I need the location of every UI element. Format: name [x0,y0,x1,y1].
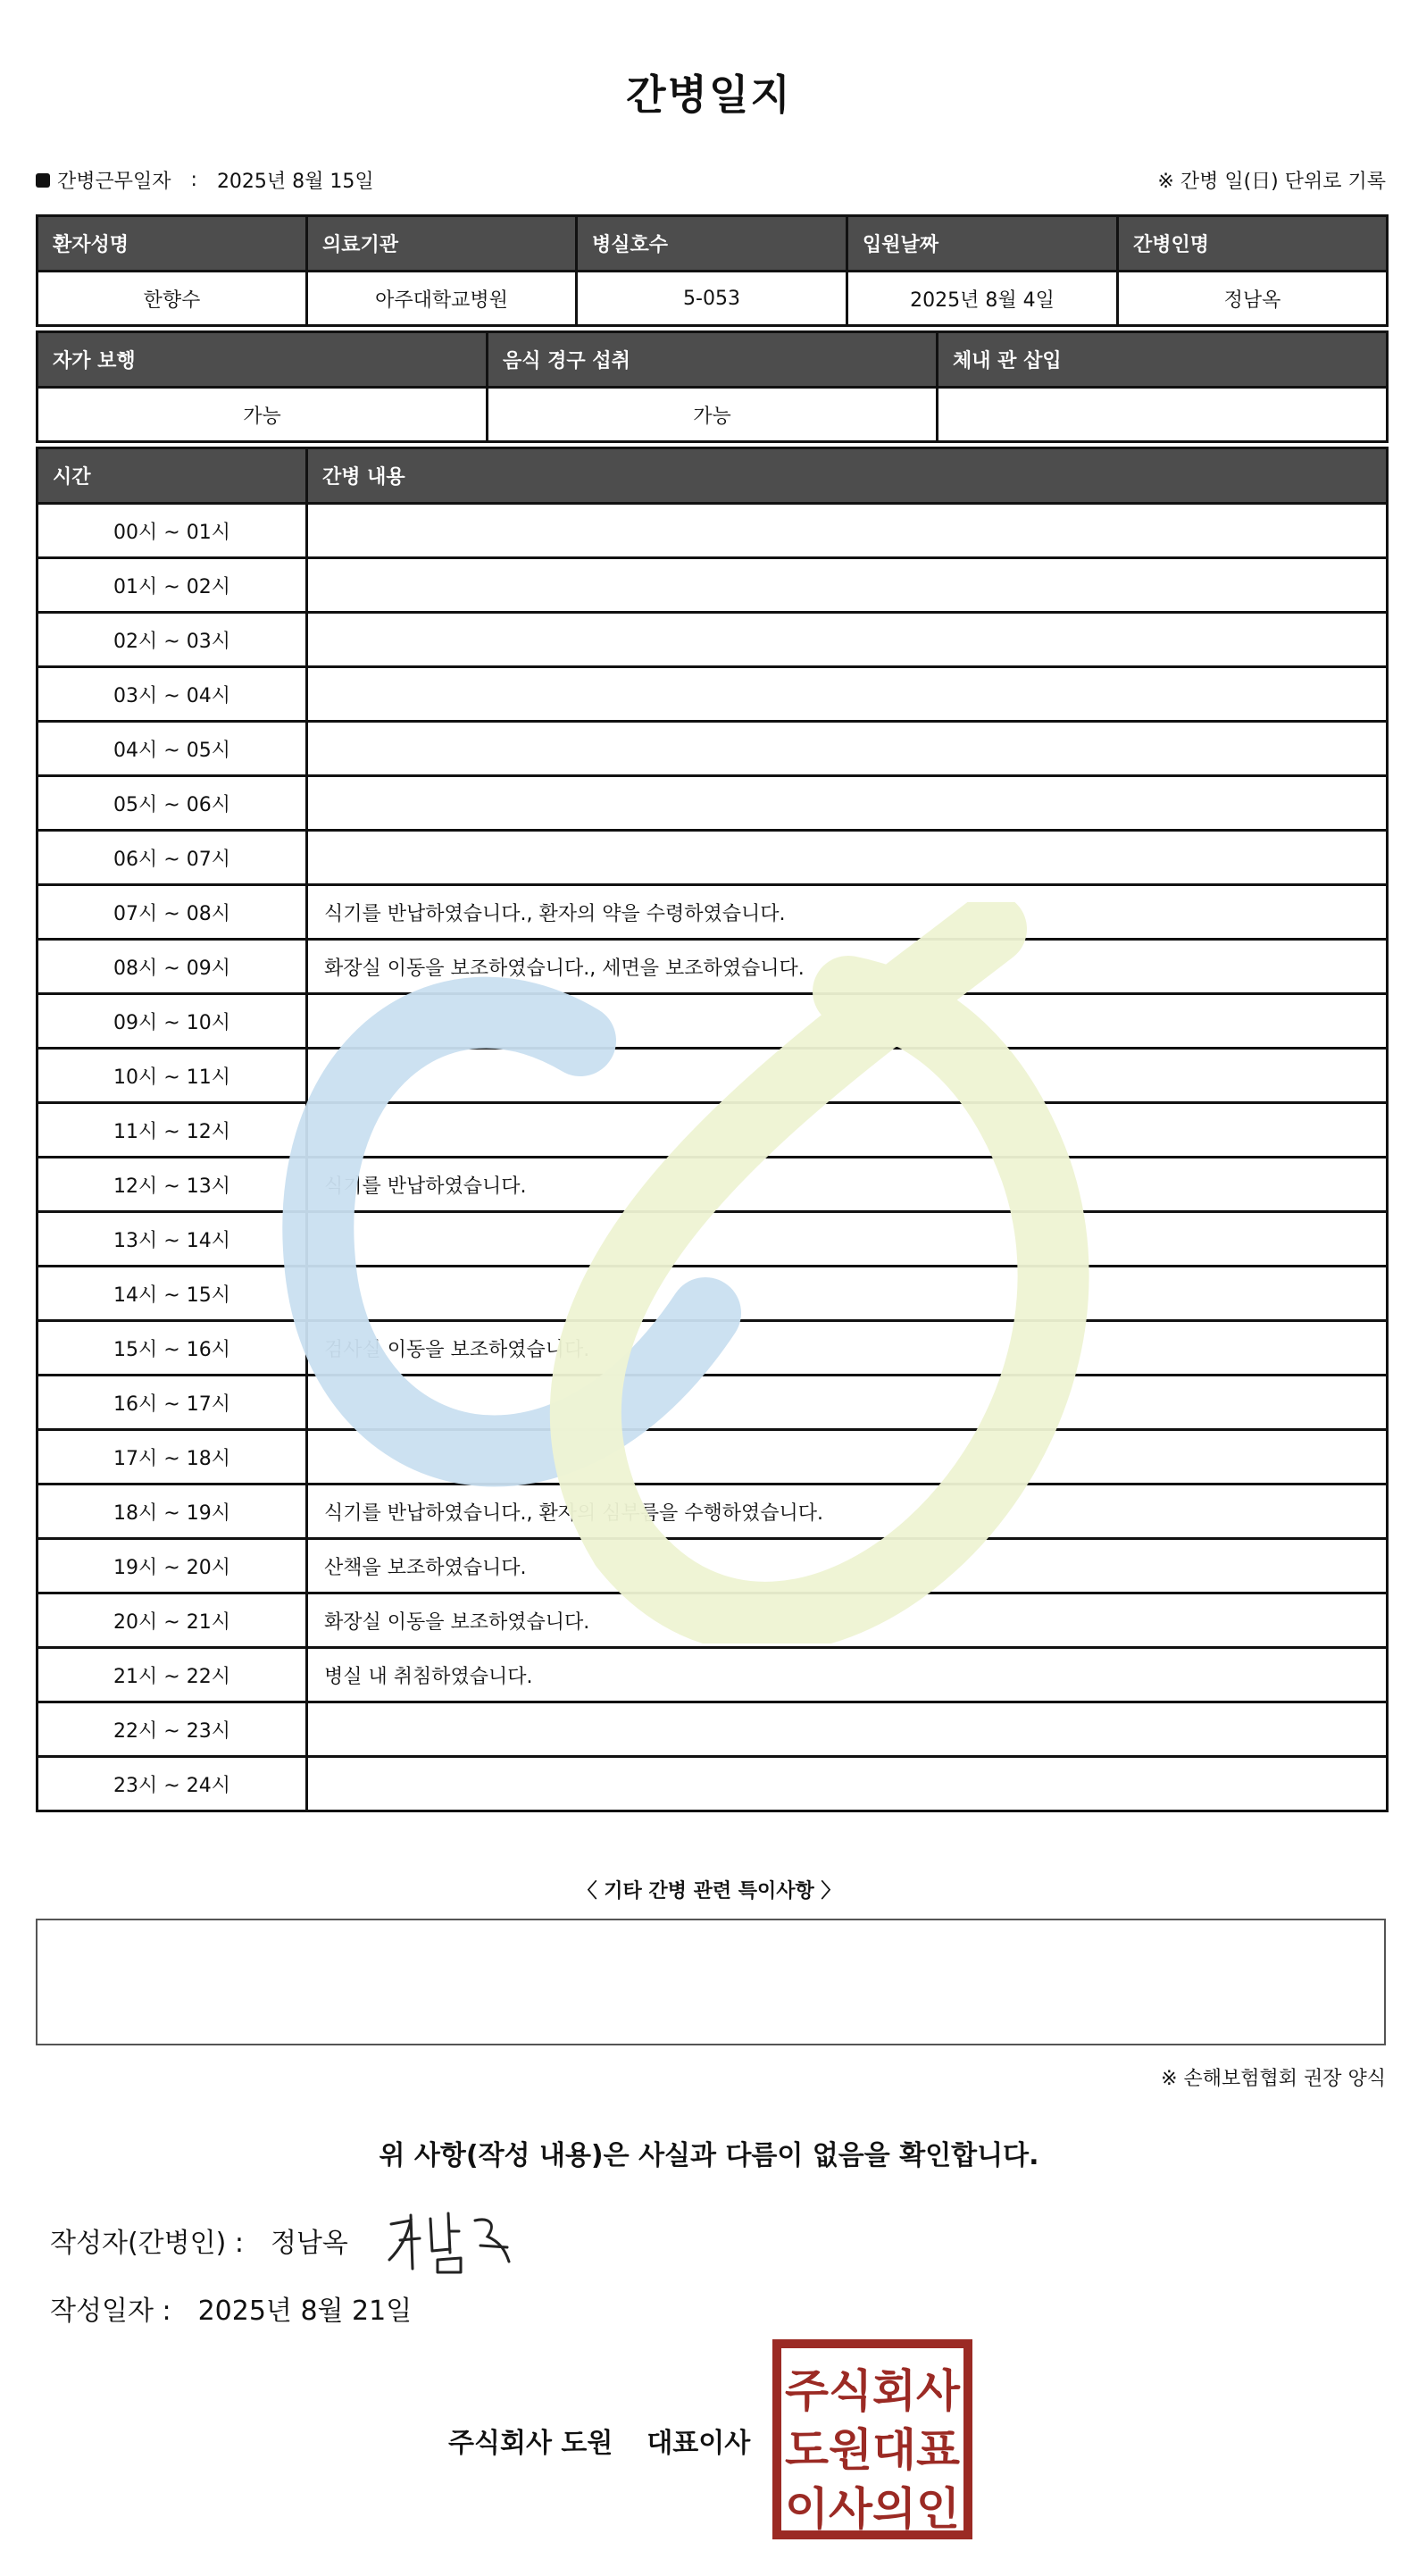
log-time: 18시 ~ 19시 [38,1485,307,1539]
log-row [38,1702,1388,1757]
log-body [38,504,1388,1811]
work-date-separator: : [190,169,197,191]
writer-label: 작성자(간병인) : [50,2228,244,2259]
log-content [307,1103,1388,1158]
log-row [38,1103,1388,1158]
confirmation-statement: 위 사항(작성 내용)은 사실과 다름이 없음을 확인합니다. [379,2140,1039,2171]
log-row [38,1376,1388,1430]
caregiver-name: 정남옥 [1118,272,1388,326]
log-time: 15시 ~ 16시 [38,1321,307,1376]
log-content: 식기를 반납하였습니다., 환자의 심부름을 수행하였습니다. [307,1485,1388,1539]
date-line [50,2288,412,2328]
log-row [38,1212,1388,1267]
header-admission-date: 입원날짜 [847,216,1118,272]
log-row [38,1757,1388,1811]
log-time: 03시 ~ 04시 [38,667,307,722]
log-time: 13시 ~ 14시 [38,1212,307,1267]
company-line [448,2421,750,2460]
patient-status-table [36,330,1389,443]
info-value-row [38,272,1388,326]
header-patient-name: 환자성명 [38,216,307,272]
log-row [38,504,1388,558]
log-row [38,613,1388,667]
work-date-label: 간병근무일자 [57,171,171,193]
log-row [38,1049,1388,1103]
header-care-content: 간병 내용 [307,448,1388,504]
log-header-row [38,448,1388,504]
log-time: 04시 ~ 05시 [38,722,307,776]
header-room-number: 병실호수 [577,216,847,272]
log-row [38,1485,1388,1539]
log-time: 11시 ~ 12시 [38,1103,307,1158]
log-time: 01시 ~ 02시 [38,558,307,613]
log-row [38,1321,1388,1376]
log-row [38,831,1388,885]
log-time: 05시 ~ 06시 [38,776,307,831]
log-row [38,1430,1388,1485]
representative-title: 대표이사 [646,2428,751,2459]
log-content [307,722,1388,776]
log-content [307,1049,1388,1103]
log-time: 20시 ~ 21시 [38,1593,307,1648]
log-content [307,776,1388,831]
oral-intake-value: 가능 [488,388,938,442]
log-time: 14시 ~ 15시 [38,1267,307,1321]
log-content: 화장실 이동을 보조하였습니다., 세면을 보조하였습니다. [307,940,1388,994]
special-notes-title: 〈 기타 간병 관련 특이사항 〉 [577,1880,841,1903]
log-content [307,1702,1388,1757]
work-date-value: 2025년 8월 15일 [216,171,374,193]
svg-text:주식회사: 주식회사 [785,2365,961,2417]
care-log-table [36,447,1389,1812]
date-value: 2025년 8월 21일 [197,2296,413,2327]
log-row [38,940,1388,994]
log-row [38,885,1388,940]
institution: 아주대학교병원 [307,272,577,326]
log-content: 병실 내 취침하였습니다. [307,1648,1388,1702]
log-time: 17시 ~ 18시 [38,1430,307,1485]
log-content [307,558,1388,613]
log-content [307,831,1388,885]
header-self-walking: 자가 보행 [38,332,488,388]
log-time: 22시 ~ 23시 [38,1702,307,1757]
handwritten-signature [375,2197,518,2278]
writer-line [50,2221,348,2260]
log-content [307,1376,1388,1430]
tube-insertion-value [938,388,1388,442]
log-time: 02시 ~ 03시 [38,613,307,667]
header-caregiver-name: 간병인명 [1118,216,1388,272]
work-date [36,166,374,194]
log-content [307,1430,1388,1485]
log-time: 06시 ~ 07시 [38,831,307,885]
room-number: 5-053 [577,272,847,326]
log-content [307,994,1388,1049]
log-time: 08시 ~ 09시 [38,940,307,994]
log-content [307,1212,1388,1267]
log-row [38,558,1388,613]
log-content [307,667,1388,722]
log-time: 21시 ~ 22시 [38,1648,307,1702]
special-notes-box [36,1919,1386,2045]
patient-name: 한향수 [38,272,307,326]
header-time: 시간 [38,448,307,504]
document-title: 간병일지 [626,71,792,119]
log-content [307,504,1388,558]
log-row [38,722,1388,776]
log-content: 식기를 반납하였습니다., 환자의 약을 수령하였습니다. [307,885,1388,940]
date-label: 작성일자 : [50,2296,171,2327]
svg-text:도원대표: 도원대표 [785,2424,961,2476]
record-note: ※ 간병 일(日) 단위로 기록 [1157,171,1386,193]
log-row [38,994,1388,1049]
info-header-row [38,216,1388,272]
log-row [38,1158,1388,1212]
official-seal [772,2338,973,2540]
header-institution: 의료기관 [307,216,577,272]
self-walking-value: 가능 [38,388,488,442]
header-oral-intake: 음식 경구 섭취 [488,332,938,388]
log-time: 09시 ~ 10시 [38,994,307,1049]
header-tube-insertion: 체내 관 삽입 [938,332,1388,388]
log-content: 산책을 보조하였습니다. [307,1539,1388,1593]
writer-name: 정남옥 [270,2228,348,2259]
log-content [307,613,1388,667]
log-time: 19시 ~ 20시 [38,1539,307,1593]
log-row [38,1648,1388,1702]
log-row [38,667,1388,722]
log-time: 07시 ~ 08시 [38,885,307,940]
status-header-row [38,332,1388,388]
log-time: 12시 ~ 13시 [38,1158,307,1212]
log-row [38,776,1388,831]
log-time: 23시 ~ 24시 [38,1757,307,1811]
log-content: 화장실 이동을 보조하였습니다. [307,1593,1388,1648]
company-name: 주식회사 도원 [448,2428,613,2459]
form-note: ※ 손해보험협회 권장 양식 [1161,2068,1386,2090]
meta-row [36,166,1386,202]
log-row [38,1539,1388,1593]
square-bullet-icon [36,173,50,188]
log-content [307,1267,1388,1321]
log-time: 00시 ~ 01시 [38,504,307,558]
log-time: 10시 ~ 11시 [38,1049,307,1103]
log-content: 식기를 반납하였습니다. [307,1158,1388,1212]
patient-info-table [36,214,1389,327]
status-value-row [38,388,1388,442]
log-content [307,1757,1388,1811]
log-row [38,1593,1388,1648]
log-row [38,1267,1388,1321]
log-content: 검사실 이동을 보조하였습니다. [307,1321,1388,1376]
admission-date: 2025년 8월 4일 [847,272,1118,326]
svg-text:이사의인: 이사의인 [785,2483,960,2535]
log-time: 16시 ~ 17시 [38,1376,307,1430]
